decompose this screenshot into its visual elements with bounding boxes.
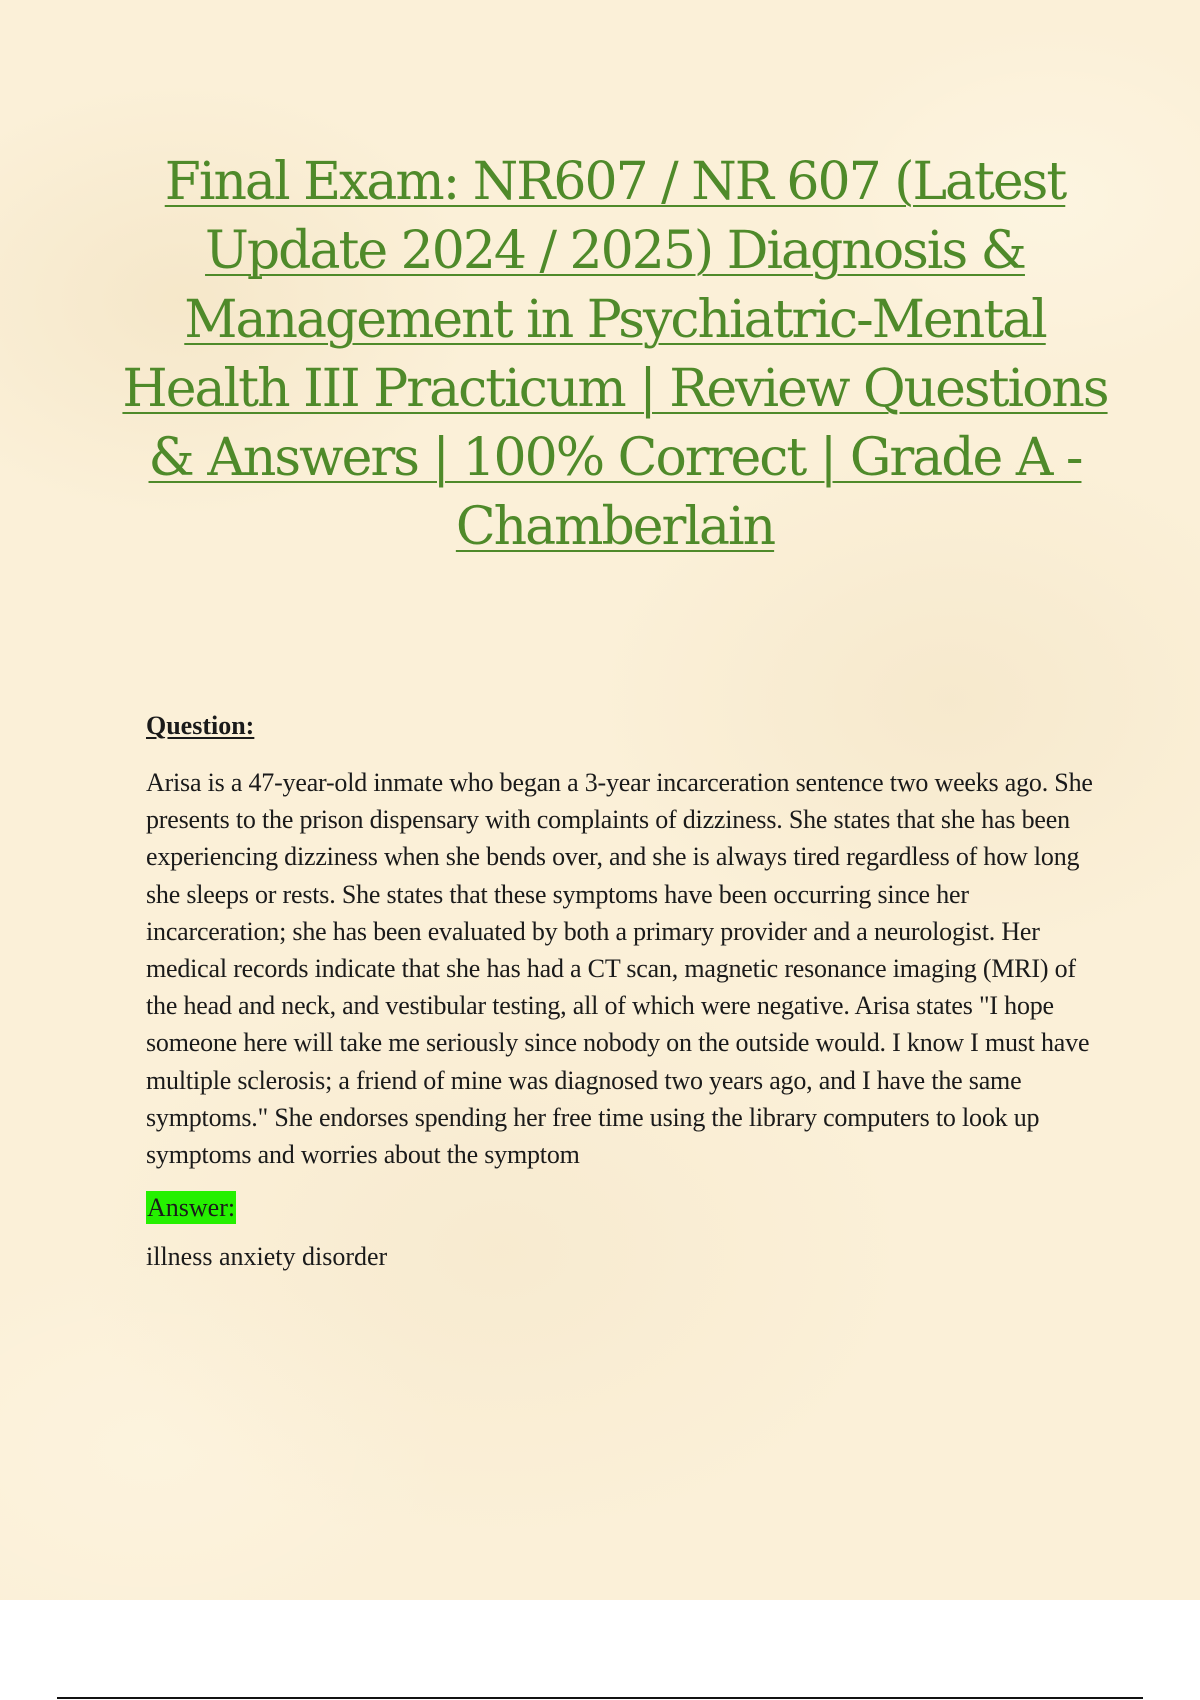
footer-divider — [57, 1697, 1143, 1699]
question-answer-block — [146, 710, 1106, 1274]
question-text: Arisa is a 47-year-old inmate who began a 3-year incarceration sentence two weeks ago. She presents to the prison dispensary with complaints of dizziness. She states that she has been experiencing dizziness when she bends over, and she is always tired regardless of how long she sleeps or rests. She states that these symptoms have been occurring since her incarceration; she has been evaluated by both a primary provider and a neurologist. Her medical records indicate that she has had a CT scan, magnetic resonance imaging (MRI) of the head and neck, and vestibular testing, all of which were negative. Arisa states "I hope someone here will take me seriously since nobody on the outside would. I know I must have multiple sclerosis; a friend of mine was diagnosed two years ago, and I have the same symptoms." She endorses spending her free time using the library computers to look up symptoms and worries about the symptom — [146, 768, 1093, 1170]
question-label: Question: — [146, 711, 255, 740]
answer-label: Answer: — [147, 1193, 236, 1223]
answer-text: illness anxiety disorder — [146, 1242, 388, 1272]
document-title: Final Exam: NR607 / NR 607 (Latest Update 2024 / 2025) Diagnosis & Management in Psychiatric-Mental Health III Practicum | Review Questions & Answers | 100% Correct | Grade A - Chamberlain — [122, 152, 1108, 557]
